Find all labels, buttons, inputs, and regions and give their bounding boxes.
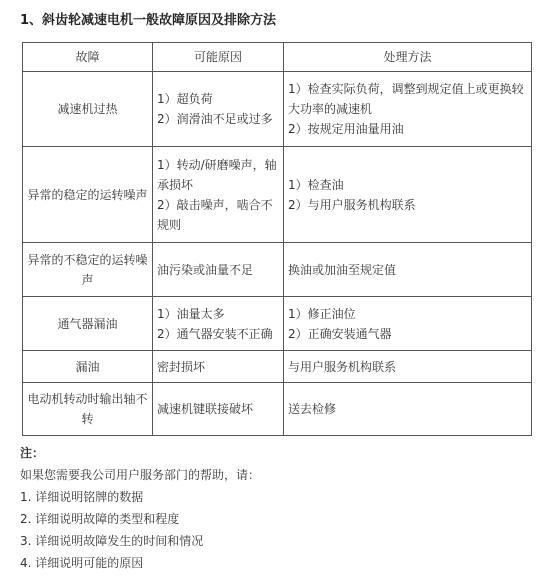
table-row [23, 297, 532, 351]
actions-cell [284, 147, 532, 243]
action-line: 2）按规定用油量用油 [288, 122, 404, 136]
fault-cell: 漏油 [23, 351, 153, 383]
table-row [23, 383, 532, 436]
actions-cell [284, 72, 532, 147]
note-item: 1. 详细说明铭牌的数据 [20, 490, 144, 504]
cause-line: 1）转动/研磨噪声，轴承损坏 [157, 157, 277, 192]
actions-cell [284, 243, 532, 297]
cause-line: 油污染或油量不足 [157, 262, 254, 277]
notes-title: 注： [20, 446, 45, 460]
fault-cell: 异常的稳定的运转噪声 [23, 147, 153, 243]
table-row [23, 72, 532, 147]
causes-cell [153, 243, 284, 297]
note-item: 3. 详细说明故障发生的时间和情况 [20, 534, 204, 548]
causes-cell [153, 72, 284, 147]
note-item: 4. 详细说明可能的原因 [20, 556, 144, 570]
cause-line: 2）敲击噪声，啮合不规则 [157, 197, 273, 232]
action-line: 2）正确安装通气器 [288, 326, 392, 341]
causes-cell [153, 351, 284, 383]
fault-cell: 电动机转动时输出轴不转 [23, 383, 153, 436]
header-causes: 可能原因 [153, 43, 284, 72]
section-heading: 1、斜齿轮减速电机一般故障原因及排除方法 [20, 13, 277, 28]
fault-cell: 减速机过热 [23, 72, 153, 147]
action-line: 1）修正油位 [288, 306, 356, 321]
causes-cell [153, 147, 284, 243]
action-line: 送去检修 [288, 402, 337, 416]
action-line: 与用户服务机构联系 [288, 359, 397, 374]
actions-cell [284, 351, 532, 383]
actions-cell [284, 297, 532, 351]
table-row [23, 147, 532, 243]
note-item: 2. 详细说明故障的类型和程度 [20, 512, 180, 526]
action-line: 1）检查油 [288, 177, 344, 192]
action-line: 换油或加油至规定值 [288, 262, 397, 277]
action-line: 1）检查实际负荷，调整到规定值上或更换较大功率的减速机 [288, 82, 524, 116]
table-row [23, 243, 532, 297]
cause-line: 减速机键联接破坏 [157, 402, 254, 416]
cause-line: 1）超负荷 [157, 92, 213, 106]
cause-line: 2）润滑油不足或过多 [157, 112, 273, 126]
cause-line: 密封损坏 [157, 359, 206, 374]
notes-intro: 如果您需要我公司用户服务部门的帮助，请： [20, 468, 261, 482]
cause-line: 1）油量太多 [157, 306, 225, 321]
fault-cell: 通气器漏油 [23, 297, 153, 351]
header-fault: 故障 [23, 43, 153, 72]
fault-table [22, 42, 532, 436]
causes-cell [153, 383, 284, 436]
notes-section [20, 442, 530, 574]
table-header-row [23, 43, 532, 72]
header-actions: 处理方法 [284, 43, 532, 72]
action-line: 2）与用户服务机构联系 [288, 197, 416, 212]
fault-cell: 异常的不稳定的运转噪声 [23, 243, 153, 297]
cause-line: 2）通气器安装不正确 [157, 326, 273, 341]
causes-cell [153, 297, 284, 351]
table-row [23, 351, 532, 383]
actions-cell [284, 383, 532, 436]
